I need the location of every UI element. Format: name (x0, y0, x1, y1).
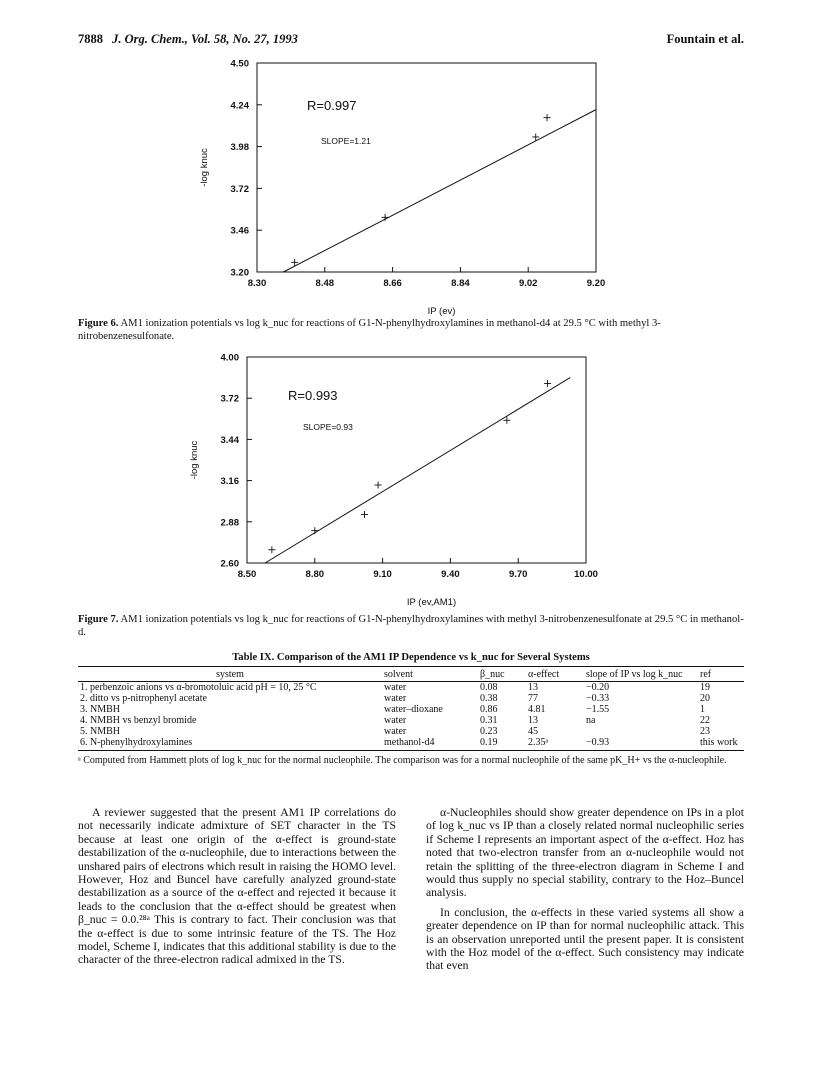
cell-solvent: water (384, 715, 407, 726)
figure-7-caption-label: Figure 7. (78, 614, 119, 625)
cell-solvent: water (384, 726, 407, 737)
header-alpha-effect: α-effect (526, 667, 584, 682)
cell-beta: 0.23 (480, 726, 498, 737)
figure-6-caption-label: Figure 6. (78, 318, 119, 329)
y-tick-label: 4.24 (230, 100, 249, 112)
header-slope: slope of IP vs log k_nuc (584, 667, 698, 682)
x-tick-label: 8.48 (315, 278, 335, 289)
figure-7-caption-text: AM1 ionization potentials vs log k_nuc for reactions of G1-N-phenylhydroxylamines with methyl 3-nitrobenzenesulfonate at 29.5 °C in methanol-d. (78, 614, 744, 638)
cell-solvent: water (384, 682, 407, 693)
cell-alpha-effect: 13 (528, 682, 538, 693)
cell-ref: 22 (700, 715, 710, 726)
y-tick-label: 2.60 (220, 558, 239, 570)
x-axis-label: IP (ev,AM1) (406, 597, 457, 608)
cell-solvent: water–dioxane (384, 704, 443, 715)
x-tick-label: 8.84 (451, 278, 470, 289)
running-authors: Fountain et al. (666, 32, 744, 46)
cell-alpha-effect: 4.81 (528, 704, 546, 715)
table-row (78, 715, 744, 726)
body-column-right (426, 806, 744, 973)
table-row (78, 737, 744, 751)
y-tick-label: 3.98 (230, 142, 249, 154)
x-tick-label: 8.50 (237, 569, 257, 580)
x-tick-label: 8.66 (383, 278, 402, 289)
y-axis-label: -log knuc (189, 440, 200, 480)
header-solvent: solvent (382, 667, 478, 682)
table-footnote: ᵃ Computed from Hammett plots of log k_nuc for the normal nucleophile. The comparison was for a normal nucleophile of the same pK_H+ vs the α-nucleophile. (78, 755, 727, 766)
table-row (78, 726, 744, 737)
y-tick-label: 3.16 (220, 476, 239, 488)
body-paragraph: A reviewer suggested that the present AM1 IP correlations do not necessarily indicate admixture of SET character in the TS because at least one origin of the α-effect is ground-state destabilization of the α-nucleophile, due to interactions between the unshared pairs of electrons which result in raising the HOMO level. However, Hoz and Buncel have carefully analyzed ground-state destabilization as a source of the α-effect and rejected it because it leads to the conclusion that the α-effect should be greatest when β_nuc = 0.0.²⁸ᵃ This is contrary to fact. Their conclusion was that the α-effect is due to some intrinsic feature of the TS. The Hoz model, Scheme I, indicates that this additional stability is due to the character of the three-electron radical admixed in the TS. (78, 806, 396, 967)
y-tick-label: 3.72 (220, 393, 239, 405)
body-paragraph: α-Nucleophiles should show greater dependence on IPs in a plot of log k_nuc vs IP than a closely related normal nucleophilic series if Scheme I represents an important aspect of the α-effect. Hoz has noted that two-electron transfer from an α-nucleophile would not retain the splitting of the three-electron diagram in Scheme I and would thus supply no special stability, contrary to the Hoz–Buncel analysis. (426, 806, 744, 900)
x-tick-label: 8.30 (247, 278, 267, 289)
cell-ref: 20 (700, 693, 710, 704)
journal-citation (78, 32, 298, 47)
cell-system: 5. NMBH (80, 726, 121, 737)
table-ix (78, 652, 744, 767)
correlation-annotation: R=0.993 (288, 388, 338, 403)
x-tick-label: 9.40 (441, 569, 460, 580)
cell-system: 2. ditto vs p-nitrophenyl acetate (80, 693, 207, 704)
table-header-row (78, 667, 744, 682)
cell-alpha-effect: 45 (528, 726, 538, 737)
slope-annotation: SLOPE=0.93 (303, 422, 353, 432)
cell-solvent: methanol-d4 (382, 737, 478, 751)
data-point (361, 511, 368, 518)
regression-line (265, 378, 570, 563)
x-axis-label: IP (ev) (427, 306, 456, 317)
cell-alpha-effect: 77 (528, 693, 538, 704)
x-tick-label: 9.20 (586, 278, 606, 289)
data-point (311, 527, 318, 534)
table-row (78, 704, 744, 715)
data-point (544, 380, 551, 387)
body-paragraph: In conclusion, the α-effects in these varied systems all show a greater dependence on IP than for normal nucleophilic attack. This is an observation unreported until the present paper. It is consistent with the Hoz model of the α-effect. Such consistency may indicate that even (426, 905, 744, 973)
page-header (78, 32, 744, 48)
x-tick-label: 8.80 (305, 569, 325, 580)
figure-7-caption (78, 614, 744, 639)
cell-ref: this work (698, 737, 744, 751)
figure-6-chart (0, 50, 820, 360)
figure-6-caption-text: AM1 ionization potentials vs log k_nuc for reactions of G1-N-phenylhydroxylamines in methanol-d4 at 29.5 °C with methyl 3-nitrobenzenesulfonate. (78, 318, 661, 342)
cell-system: 3. NMBH (80, 704, 121, 715)
table-row (78, 693, 744, 704)
x-tick-label: 10.00 (574, 569, 598, 580)
cell-slope (584, 726, 698, 737)
cell-slope: −0.93 (584, 737, 698, 751)
journal-name: J. Org. Chem., Vol. 58, No. 27, 1993 (112, 32, 298, 46)
cell-slope: −0.33 (586, 693, 610, 704)
data-point (268, 546, 275, 553)
data-point (375, 482, 382, 489)
cell-ref: 1 (700, 704, 705, 715)
header-beta: β_nuc (478, 667, 526, 682)
y-tick-label: 3.46 (230, 225, 249, 237)
plot-frame (257, 63, 596, 272)
cell-slope: −1.55 (586, 704, 610, 715)
cell-beta: 0.31 (480, 715, 498, 726)
cell-ref: 19 (700, 682, 710, 693)
cell-system: 6. N-phenylhydroxylamines (78, 737, 382, 751)
table-title: Table IX. Comparison of the AM1 IP Dependence vs k_nuc for Several Systems (232, 652, 590, 663)
y-tick-label: 3.72 (230, 183, 249, 195)
cell-alpha-effect: 2.35ᵃ (526, 737, 584, 751)
cell-beta: 0.08 (480, 682, 498, 693)
header-system: system (78, 667, 382, 682)
y-axis-label: -log knuc (199, 148, 210, 187)
cell-ref: 23 (700, 726, 710, 737)
y-tick-label: 3.20 (230, 267, 249, 279)
x-tick-label: 9.70 (508, 569, 528, 580)
regression-line (283, 110, 596, 272)
data-point (544, 114, 551, 121)
comparison-table (78, 666, 744, 751)
slope-annotation: SLOPE=1.21 (321, 136, 371, 146)
page-number: 7888 (78, 32, 103, 46)
y-tick-label: 3.44 (220, 434, 239, 446)
cell-system: 4. NMBH vs benzyl bromide (80, 715, 197, 726)
cell-beta: 0.86 (480, 704, 498, 715)
correlation-annotation: R=0.997 (307, 98, 357, 113)
x-tick-label: 9.02 (518, 278, 538, 289)
cell-slope: −0.20 (586, 682, 610, 693)
cell-system: 1. perbenzoic anions vs α-bromotoluic acid pH = 10, 25 °C (80, 682, 317, 693)
x-tick-label: 9.10 (373, 569, 392, 580)
header-ref: ref (698, 667, 744, 682)
cell-beta: 0.38 (480, 693, 498, 704)
y-tick-label: 4.00 (220, 352, 239, 364)
cell-alpha-effect: 13 (528, 715, 538, 726)
cell-solvent: water (384, 693, 407, 704)
figure-7-chart (0, 340, 820, 610)
cell-beta: 0.19 (478, 737, 526, 751)
table-row (78, 682, 744, 694)
y-tick-label: 2.88 (220, 517, 239, 529)
body-column-left (78, 806, 396, 967)
y-tick-label: 4.50 (230, 58, 249, 70)
cell-slope: na (586, 715, 596, 726)
data-point (382, 214, 389, 221)
